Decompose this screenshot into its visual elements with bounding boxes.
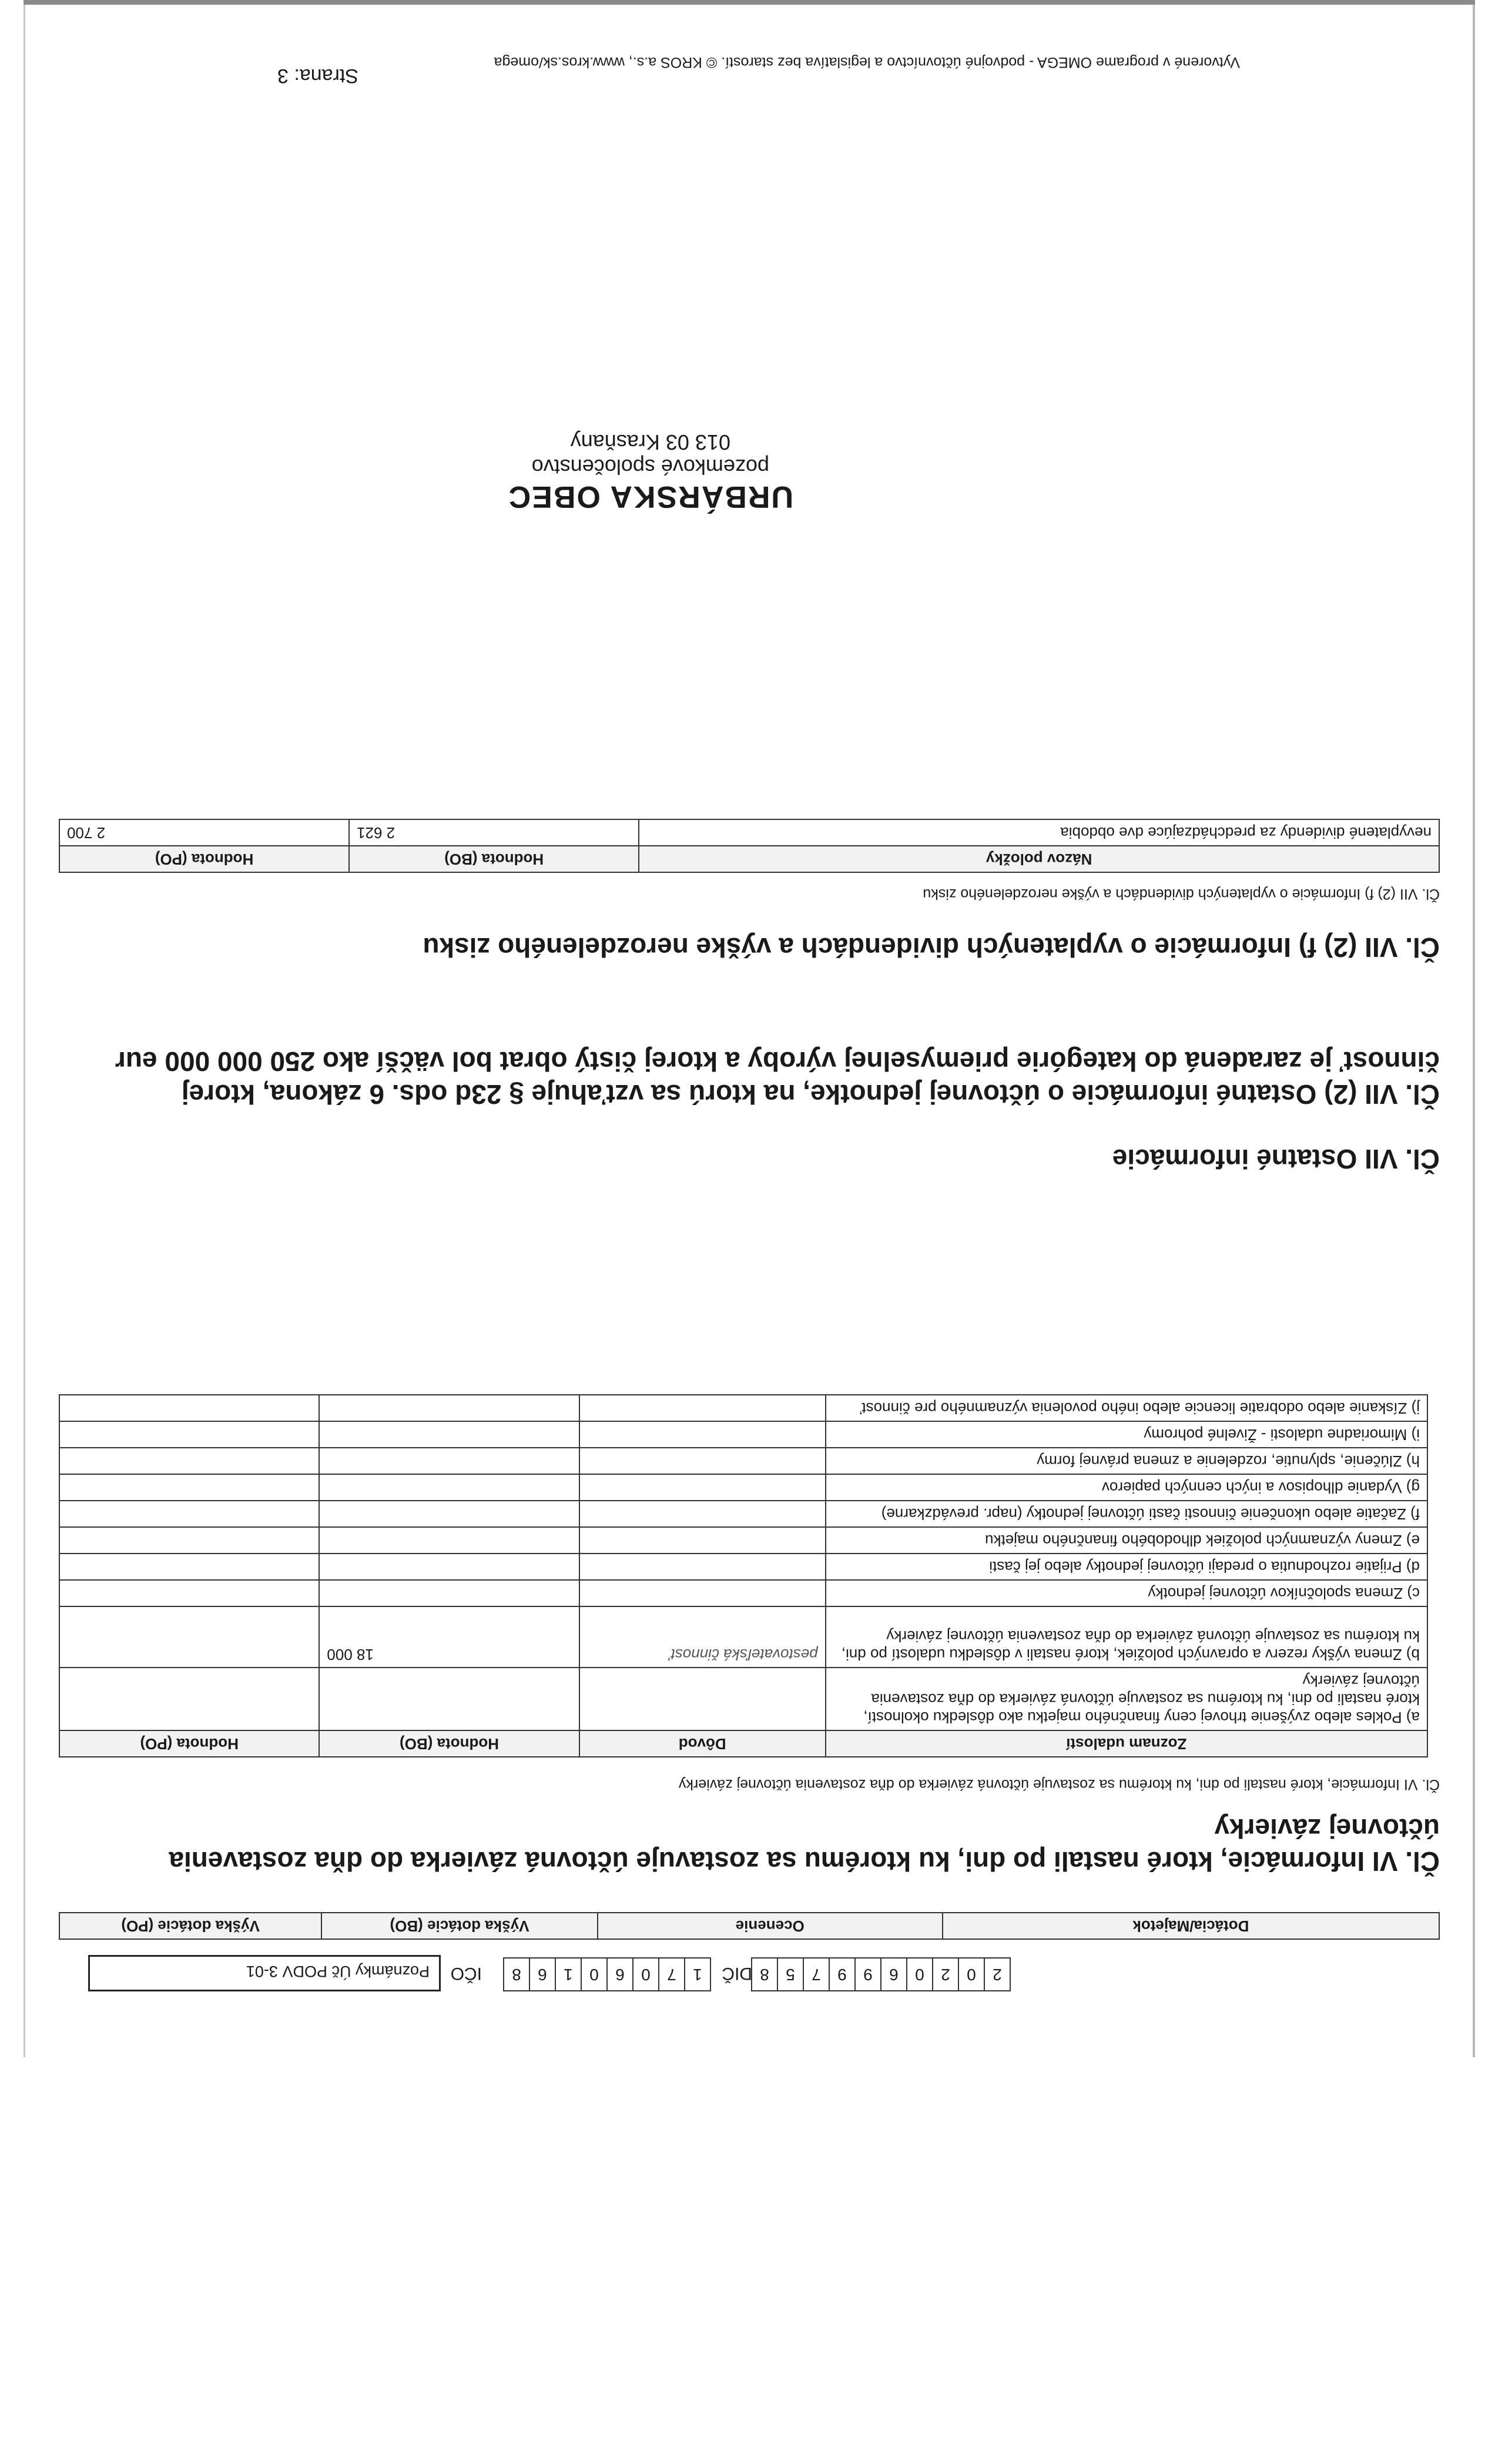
vi-bo-cell bbox=[319, 1448, 579, 1474]
ico-digit: 7 bbox=[658, 1957, 685, 1991]
subsidy-header-bo: Výška dotácie (BO) bbox=[321, 1913, 598, 1939]
vi-event-cell: h) Zlúčenie, splynutie, rozdelenie a zmena právnej formy bbox=[826, 1448, 1427, 1474]
form-label-box bbox=[88, 1955, 441, 1991]
page-number: Strana: 3 bbox=[277, 65, 358, 87]
vi-po-cell bbox=[59, 1554, 319, 1580]
ico-digit: 1 bbox=[555, 1957, 582, 1991]
vi-event-cell: e) Zmeny významných položiek dlhodobého finančného majetku bbox=[826, 1527, 1427, 1554]
section-vi-table bbox=[59, 1394, 1428, 1757]
vi-bo-cell bbox=[319, 1554, 579, 1580]
vi-po-cell bbox=[59, 1448, 319, 1474]
vi-event-cell: j) Získanie alebo odobratie licencie alebo iného povolenia významného pre činnosť bbox=[826, 1395, 1427, 1421]
page-bottom-rule bbox=[24, 0, 1475, 5]
vii-header-item: Názov položky bbox=[639, 846, 1439, 872]
ico-digit: 0 bbox=[581, 1957, 608, 1991]
vi-header-po: Hodnota (PO) bbox=[59, 1730, 319, 1757]
dic-digit: 9 bbox=[854, 1957, 881, 1991]
vi-event-cell: i) Mimoriadne udalosti - Živelné pohromy bbox=[826, 1421, 1427, 1448]
table-row bbox=[59, 1448, 1427, 1474]
dic-digit: 0 bbox=[906, 1957, 933, 1991]
section-vi-subtitle: Čl. VI Informácie, ktoré nastali po dni, ku ktorému sa zostavuje účtovná závierka do dňa zostavenia účtovnej závierky bbox=[678, 1776, 1440, 1793]
dic-digit-boxes bbox=[752, 1957, 1011, 1991]
vi-reason-cell bbox=[579, 1527, 826, 1554]
table-row bbox=[59, 1421, 1427, 1448]
section-vii-2f-title: Čl. VII (2) f) Informácie o vyplatených dividendách a výške nerozdeleného zisku bbox=[423, 932, 1440, 963]
vii-header-po: Hodnota (PO) bbox=[59, 846, 349, 872]
subsidy-header-po: Výška dotácie (PO) bbox=[59, 1913, 321, 1939]
subsidy-table bbox=[59, 1912, 1440, 1940]
vi-po-cell bbox=[59, 1527, 319, 1554]
subsidy-header-asset: Dotácia/Majetok bbox=[943, 1913, 1439, 1939]
ico-digit: 1 bbox=[684, 1957, 711, 1991]
vi-bo-cell bbox=[319, 1474, 579, 1501]
table-row bbox=[59, 1395, 1427, 1421]
subsidy-header-valuation: Ocenenie bbox=[598, 1913, 943, 1939]
section-vii-2f-table bbox=[59, 819, 1440, 873]
vii-bo-cell: 2 621 bbox=[349, 819, 639, 846]
dic-digit: 0 bbox=[958, 1957, 985, 1991]
vi-po-cell bbox=[59, 1580, 319, 1606]
dic-digit: 9 bbox=[829, 1957, 856, 1991]
vi-bo-cell: 18 000 bbox=[319, 1606, 579, 1668]
table-row bbox=[59, 1501, 1427, 1527]
table-row bbox=[59, 1527, 1427, 1554]
dic-digit: 6 bbox=[880, 1957, 907, 1991]
vi-reason-cell bbox=[579, 1421, 826, 1448]
table-row bbox=[59, 1474, 1427, 1501]
table-row bbox=[59, 819, 1439, 846]
section-vii-2-title: Čl. VII (2) Ostatné informácie o účtovnej jednotke, na ktorú sa vzťahuje § 23d ods. 6 zákona, ktorej činnosť je zaradená do kategórie priemyselnej výroby a ktorej čistý obrat bol väčší ako 250 000 000 eur bbox=[115, 1046, 1440, 1110]
vi-po-cell bbox=[59, 1606, 319, 1668]
dic-digit: 8 bbox=[751, 1957, 778, 1991]
vi-reason-cell bbox=[579, 1448, 826, 1474]
ico-digit-boxes bbox=[504, 1957, 711, 1991]
table-row bbox=[59, 1606, 1427, 1668]
vi-bo-cell bbox=[319, 1580, 579, 1606]
vi-bo-cell bbox=[319, 1395, 579, 1421]
vi-header-bo: Hodnota (BO) bbox=[319, 1730, 579, 1757]
vii-po-cell: 2 700 bbox=[59, 819, 349, 846]
vi-header-reason: Dôvod bbox=[579, 1730, 826, 1757]
vi-reason-cell bbox=[579, 1501, 826, 1527]
vi-reason-cell bbox=[579, 1395, 826, 1421]
vi-po-cell bbox=[59, 1668, 319, 1730]
table-row bbox=[59, 1668, 1427, 1730]
ico-digit: 6 bbox=[606, 1957, 633, 1991]
vi-bo-cell bbox=[319, 1668, 579, 1730]
stamp-title: URBÁRSKA OBEC bbox=[507, 480, 793, 514]
vi-po-cell bbox=[59, 1421, 319, 1448]
vi-po-cell bbox=[59, 1501, 319, 1527]
rotated-document-page bbox=[24, 0, 1475, 2057]
stamp-line-2: 013 03 Krasňany bbox=[570, 430, 730, 454]
vi-reason-cell bbox=[579, 1554, 826, 1580]
vi-reason-cell bbox=[579, 1668, 826, 1730]
table-row bbox=[59, 1554, 1427, 1580]
stamp-line-1: pozemkové spoločenstvo bbox=[531, 455, 769, 479]
dic-digit: 2 bbox=[932, 1957, 959, 1991]
ico-digit: 0 bbox=[632, 1957, 659, 1991]
dic-digit: 5 bbox=[777, 1957, 804, 1991]
vii-item-cell: nevyplatené dividendy za predchádzajúce dve obdobia bbox=[639, 819, 1439, 846]
vi-bo-cell bbox=[319, 1527, 579, 1554]
table-row bbox=[59, 1580, 1427, 1606]
organization-stamp bbox=[508, 430, 793, 514]
dic-label: DIČ bbox=[722, 1964, 752, 1983]
ico-digit: 6 bbox=[529, 1957, 556, 1991]
vi-reason-cell bbox=[579, 1580, 826, 1606]
vii-header-bo: Hodnota (BO) bbox=[349, 846, 639, 872]
section-vii-title: Čl. VII Ostatné informácie bbox=[1112, 1144, 1440, 1174]
vi-event-cell: c) Zmena spoločníkov účtovnej jednotky bbox=[826, 1580, 1427, 1606]
dic-digit: 2 bbox=[984, 1957, 1011, 1991]
section-vi-title: Čl. VI Informácie, ktoré nastali po dni, ku ktorému sa zostavuje účtovná závierka do dňa zostavenia účtovnej závierky bbox=[169, 1813, 1440, 1877]
footer-text: Vytvorené v programe OMEGA - podvojné účtovníctvo a legislatíva bez starostí. © KROS a.s., www.kros.sk/omega bbox=[494, 54, 1240, 71]
vi-event-cell: f) Začatie alebo ukončenie činnosti časti účtovnej jednotky (napr. prevádzkarne) bbox=[826, 1501, 1427, 1527]
page-left-border bbox=[1473, 0, 1475, 2057]
vi-bo-cell bbox=[319, 1421, 579, 1448]
ico-label: IČO bbox=[450, 1964, 482, 1983]
section-vii-2f-subtitle: Čl. VII (2) f) Informácie o vyplatených dividendách a výške nerozdeleného zisku bbox=[923, 886, 1440, 902]
vi-po-cell bbox=[59, 1474, 319, 1501]
vi-event-cell: a) Pokles alebo zvýšenie trhovej ceny finančného majetku ako dôsledku okolností, ktoré nastali po dni, ku ktorému sa zostavuje účtovná závierka do dňa zostavenia účtovnej závierky bbox=[826, 1668, 1427, 1730]
vi-event-cell: b) Zmena výšky rezerv a opravných položiek, ktoré nastali v dôsledku udalostí po dni, ku ktorému sa zostavuje účtovná závierka do dňa zostavenia účtovnej závierky bbox=[826, 1606, 1427, 1668]
ico-digit: 8 bbox=[503, 1957, 530, 1991]
vi-bo-cell bbox=[319, 1501, 579, 1527]
vi-event-cell: d) Prijatie rozhodnutia o predaji účtovnej jednotky alebo jej časti bbox=[826, 1554, 1427, 1580]
vi-header-event: Zoznam udalostí bbox=[826, 1730, 1427, 1757]
vi-reason-cell bbox=[579, 1474, 826, 1501]
vi-po-cell bbox=[59, 1395, 319, 1421]
dic-digit: 7 bbox=[803, 1957, 830, 1991]
page-right-border bbox=[24, 0, 25, 2057]
form-label: Poznámky Úč PODV 3-01 bbox=[246, 1963, 430, 1980]
vi-reason-cell: pestovateľská činnosť bbox=[579, 1606, 826, 1668]
vi-event-cell: g) Vydanie dlhopisov a iných cenných papierov bbox=[826, 1474, 1427, 1501]
